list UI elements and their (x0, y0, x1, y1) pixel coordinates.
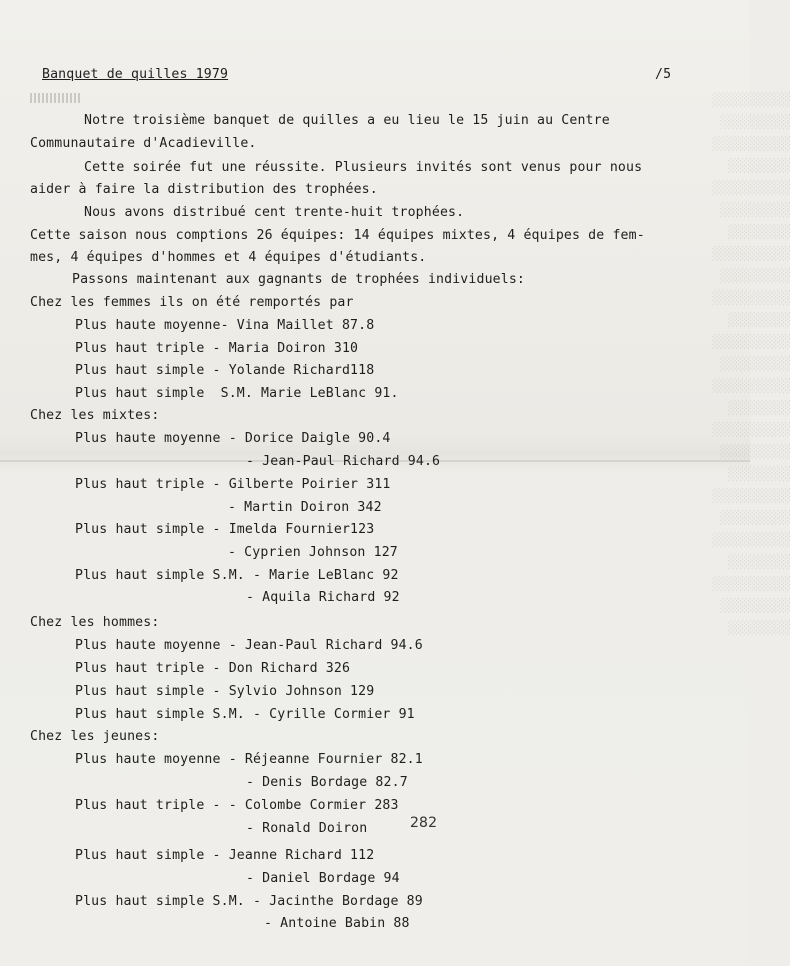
paragraph-line: Cette saison nous comptions 26 équipes: 14 équipes mixtes, 4 équipes de fem- (30, 228, 645, 243)
award-line: Plus haut simple - Sylvio Johnson 129 (75, 684, 375, 699)
paragraph-line: Communautaire d'Acadieville. (30, 136, 257, 151)
award-line: - Ronald Doiron (246, 821, 368, 836)
award-line: Plus haut simple S.M. - Marie LeBlanc 92 (75, 568, 399, 583)
award-line: Plus haut simple S.M. - Jacinthe Bordage 89 (75, 894, 423, 909)
paragraph-line: Notre troisième banquet de quilles a eu lieu le 15 juin au Centre (84, 113, 610, 128)
section-heading-femmes: Chez les femmes ils on été remportés par (30, 295, 354, 310)
document-title: Banquet de quilles 1979 (42, 67, 229, 82)
award-line: Plus haut simple - Imelda Fournier123 (75, 522, 375, 537)
ink-smudge (30, 93, 82, 103)
award-line: - Antoine Babin 88 (264, 916, 410, 931)
award-line: - Cyprien Johnson 127 (228, 545, 398, 560)
section-heading-mixtes: Chez les mixtes: (30, 408, 160, 423)
section-heading-hommes: Chez les hommes: (30, 615, 160, 630)
section-heading-jeunes: Chez les jeunes: (30, 729, 160, 744)
paragraph-line: Passons maintenant aux gagnants de trophées individuels: (72, 272, 526, 287)
award-line: Plus haute moyenne - Réjeanne Fournier 82.1 (75, 752, 423, 767)
page-number: /5 (655, 67, 672, 82)
award-line: Plus haute moyenne- Vina Maillet 87.8 (75, 318, 375, 333)
award-line: Plus haut triple - Gilberte Poirier 311 (75, 477, 391, 492)
award-line: - Daniel Bordage 94 (246, 871, 400, 886)
award-line: Plus haut simple S.M. - Cyrille Cormier 91 (75, 707, 415, 722)
award-line: Plus haut triple - - Colombe Cormier 283 (75, 798, 399, 813)
award-line: - Martin Doiron 342 (228, 500, 382, 515)
award-line: Plus haute moyenne - Jean-Paul Richard 94.6 (75, 638, 423, 653)
paragraph-line: aider à faire la distribution des trophées. (30, 182, 378, 197)
award-line: - Denis Bordage 82.7 (246, 775, 408, 790)
paragraph-line: mes, 4 équipes d'hommes et 4 équipes d'étudiants. (30, 250, 427, 265)
bleed-through-texture: ░░░░░░░░░░ ░░░░░░░░░ ░░░░░░░░░░ ░░░░░░░░ ░░░░░░░░░░ ░░░░░░░░░ ░░░░░░░░ ░░░░░░░░░░ ░░░░░░░░░ ░░░░░░░░░░ ░░░░░░░░ ░░░░░░░░░░ ░░░░░░░░░ ░░░░░░░░░░ ░░░░░░░░ ░░░░░░░░░░ ░░░░░░░░░ ░░░░░░░░ ░░░░░░░░░░ ░░░░░░░░░ ░░░░░░░░░░ ░░░░░░░░ ░░░░░░░░░░ ░░░░░░░░░ ░░░░░░░░ (711, 93, 790, 636)
award-line: - Aquila Richard 92 (246, 590, 400, 605)
award-line: Plus haute moyenne - Dorice Daigle 90.4 (75, 431, 391, 446)
handwritten-score: 282 (410, 815, 438, 831)
award-line: Plus haut simple S.M. Marie LeBlanc 91. (75, 386, 399, 401)
award-line: Plus haut simple - Jeanne Richard 112 (75, 848, 375, 863)
award-line: Plus haut triple - Maria Doiron 310 (75, 341, 359, 356)
award-line: Plus haut triple - Don Richard 326 (75, 661, 351, 676)
paragraph-line: Cette soirée fut une réussite. Plusieurs invités sont venus pour nous (84, 160, 643, 175)
award-line: - Jean-Paul Richard 94.6 (246, 454, 441, 469)
award-line: Plus haut simple - Yolande Richard118 (75, 363, 375, 378)
paragraph-line: Nous avons distribué cent trente-huit trophées. (84, 205, 465, 220)
